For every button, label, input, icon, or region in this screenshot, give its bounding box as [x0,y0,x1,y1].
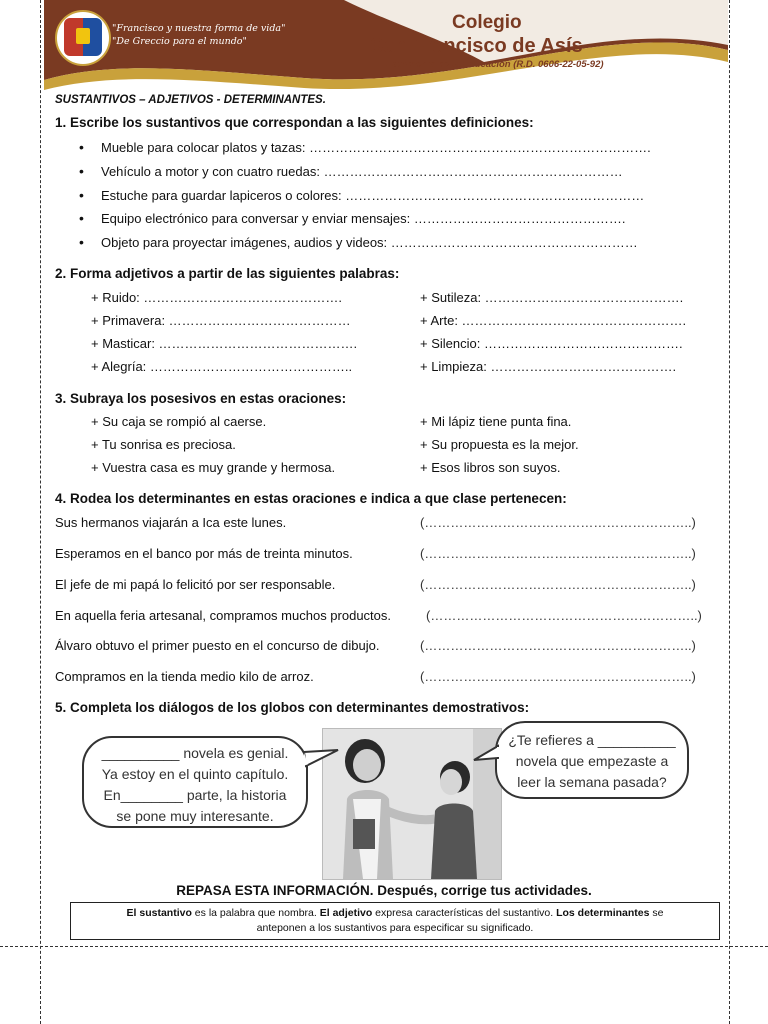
answer-blank: (……………………………………………………..) [420,515,696,530]
answer-blank: (……………………………………………………..) [420,546,696,561]
bubble-tail-right [472,744,500,766]
info-box [70,902,720,940]
patrimonio-text: Patrimonio de la Educación (R.D. 0606-22-05-92) [386,59,604,70]
section4-heading: 4. Rodea los determinantes en estas oraciones e indica a que clase pertenecen: [55,491,567,506]
review-heading: REPASA ESTA INFORMACIÓN. Después, corrige tus actividades. [176,883,592,898]
speech-bubble-right: ¿Te refieres a __________ novela que empezaste a leer la semana pasada? [495,721,689,799]
section3-heading: 3. Subraya los posesivos en estas oraciones: [55,391,347,406]
section5-heading: 5. Completa los diálogos de los globos con determinantes demostrativos: [55,700,530,715]
cut-line-bottom [0,946,768,947]
answer-blank: (……………………………………………………..) [420,577,696,592]
list-item: • Vehículo a motor y con cuatro ruedas: …………………………………………………………… [101,164,623,179]
list-item: • Mueble para colocar platos y tazas: ……………………………………………………………………. [101,140,651,155]
sentence-item: Compramos en la tienda medio kilo de arroz. [55,669,314,684]
sentence-item: + Tu sonrisa es preciosa. [91,437,236,452]
school-label: Colegio [452,12,522,33]
sentence-item: + Mi lápiz tiene punta fina. [420,414,572,429]
adjective-item: + Masticar: ………………………………………. [91,336,358,351]
info-text: es la palabra que nombra. [191,907,320,919]
cut-line-right [729,0,730,1024]
term-determinantes: Los determinantes [556,907,650,919]
section1-heading: 1. Escribe los sustantivos que correspondan a las siguientes definiciones: [55,115,534,130]
school-crest [55,10,111,66]
sentence-item: + Su caja se rompió al caerse. [91,414,267,429]
school-name: San Francisco de Asís [370,35,583,57]
adjective-item: + Alegría: ……………………………………….. [91,359,353,374]
cut-line-left [40,0,41,1024]
list-item: • Objeto para proyectar imágenes, audios y videos: ………………………………………………… [101,235,638,250]
section2-heading: 2. Forma adjetivos a partir de las siguientes palabras: [55,266,400,281]
term-adjetivo: El adjetivo [319,907,373,919]
info-text: se [649,907,664,919]
adjective-item: + Limpieza: ……………………………………. [420,359,677,374]
term-sustantivo: El sustantivo [126,907,192,919]
adjective-item: + Primavera: …………………………………… [91,313,351,328]
speech-bubble-left: __________ novela es genial. Ya estoy en el quinto capítulo. En________ parte, la historia se pone muy interesante. [82,736,308,828]
adjective-item: + Ruido: ………………………………………. [91,290,343,305]
adjective-item: + Arte: ……………………………………………. [420,313,687,328]
bubble-tail-left [304,748,340,770]
sentence-item: + Esos libros son suyos. [420,460,561,475]
info-text: expresa características del sustantivo. [372,907,557,919]
adjective-item: + Silencio: ………………………………………. [420,336,683,351]
worksheet-title: SUSTANTIVOS – ADJETIVOS - DETERMINANTES. [55,94,326,106]
sentence-item: Sus hermanos viajarán a Ica este lunes. [55,515,287,530]
sentence-item: + Vuestra casa es muy grande y hermosa. [91,460,336,475]
sentence-item: El jefe de mi papá lo felicitó por ser responsable. [55,577,336,592]
sentence-item: En aquella feria artesanal, compramos muchos productos. [55,608,392,623]
info-text-line2: anteponen a los sustantivos para especificar su significado. [256,922,534,934]
answer-blank: (……………………………………………………..) [420,669,696,684]
sentence-item: Álvaro obtuvo el primer puesto en el concurso de dibujo. [55,638,380,653]
answer-blank: (……………………………………………………..) [420,638,696,653]
list-item: • Equipo electrónico para conversar y enviar mensajes: …………………………………………. [101,211,626,226]
adjective-item: + Sutileza: ………………………………………. [420,290,684,305]
sentence-item: Esperamos en el banco por más de treinta minutos. [55,546,353,561]
list-item: • Estuche para guardar lapiceros o colores: …………………………………………………………… [101,188,644,203]
answer-blank: (……………………………………………………..) [426,608,702,623]
school-motto: "Francisco y nuestra forma de vida" "De Greccio para el mundo" [112,23,286,47]
sentence-item: + Su propuesta es la mejor. [420,437,579,452]
